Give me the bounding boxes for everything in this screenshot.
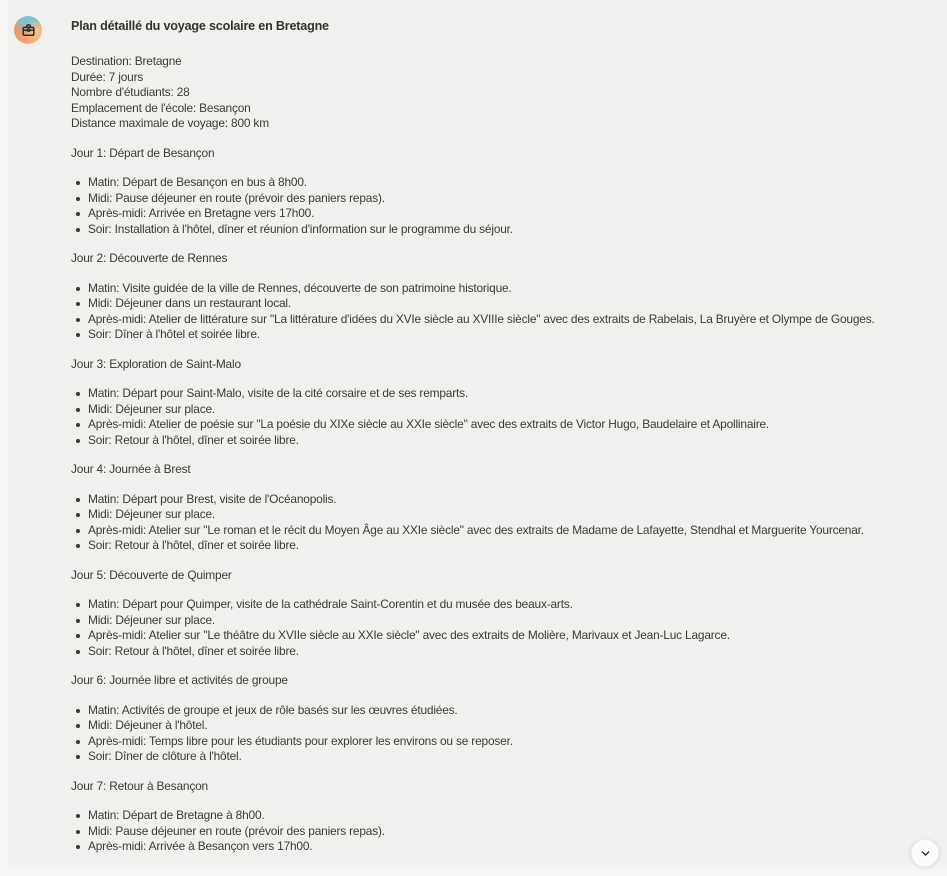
intro-line: Emplacement de l'école: Besançon bbox=[71, 100, 251, 115]
day-items bbox=[71, 386, 923, 448]
itinerary-item: Matin: Départ pour Quimper, visite de la cathédrale Saint-Corentin et du musée des beaux-arts. bbox=[71, 597, 923, 613]
itinerary-item: Midi: Déjeuner dans un restaurant local. bbox=[71, 296, 923, 312]
itinerary-item: Matin: Départ pour Saint-Malo, visite de la cité corsaire et de ses remparts. bbox=[71, 386, 923, 402]
itinerary-item: Après-midi: Atelier sur "Le théâtre du XVIIe siècle au XXIe siècle" avec des extraits de Molière, Marivaux et Jean-Luc Lagarce. bbox=[71, 628, 923, 644]
day-heading: Jour 3: Exploration de Saint-Malo bbox=[71, 356, 241, 371]
avatar bbox=[14, 16, 42, 44]
day-items bbox=[71, 492, 923, 554]
itinerary-item: Soir: Dîner de clôture à l'hôtel. bbox=[71, 749, 923, 765]
itinerary-item: Après-midi: Atelier de littérature sur "La littérature d'idées du XVIe siècle au XVIIIe siècle" avec des extraits de Rabelais, La Bruyère et Olympe de Gouges. bbox=[71, 312, 923, 328]
itinerary-item: Midi: Pause déjeuner en route (prévoir des paniers repas). bbox=[71, 824, 923, 840]
trip-summary bbox=[71, 54, 923, 132]
itinerary-item: Après-midi: Atelier sur "Le roman et le récit du Moyen Âge au XXIe siècle" avec des extraits de Madame de Lafayette, Stendhal et Marguerite Yourcenar. bbox=[71, 523, 923, 539]
intro-line: Destination: Bretagne bbox=[71, 54, 182, 68]
day-items bbox=[71, 175, 923, 237]
chevron-down-icon bbox=[919, 847, 932, 860]
day-items bbox=[71, 808, 923, 855]
day-heading: Jour 2: Découverte de Rennes bbox=[71, 251, 228, 265]
itinerary-item: Après-midi: Temps libre pour les étudiants pour explorer les environs ou se reposer. bbox=[71, 734, 923, 750]
itinerary-item: Midi: Déjeuner sur place. bbox=[71, 613, 923, 629]
day-section bbox=[71, 251, 923, 343]
itinerary-item: Soir: Installation à l'hôtel, dîner et réunion d'information sur le programme du séjour. bbox=[71, 222, 923, 238]
day-heading: Jour 5: Découverte de Quimper bbox=[71, 567, 232, 582]
itinerary-item: Matin: Visite guidée de la ville de Rennes, découverte de son patrimoine historique. bbox=[71, 281, 923, 297]
itinerary-item: Soir: Retour à l'hôtel, dîner et soirée libre. bbox=[71, 538, 923, 554]
itinerary-item: Midi: Pause déjeuner en route (prévoir des paniers repas). bbox=[71, 191, 923, 207]
itinerary-item: Soir: Retour à l'hôtel, dîner et soirée libre. bbox=[71, 433, 923, 449]
briefcase-icon bbox=[21, 23, 36, 38]
itinerary-item: Matin: Départ de Bretagne à 8h00. bbox=[71, 808, 923, 824]
message-title: Plan détaillé du voyage scolaire en Bretagne bbox=[71, 19, 329, 33]
itinerary-item: Midi: Déjeuner à l'hôtel. bbox=[71, 718, 923, 734]
itinerary-item: Matin: Départ de Besançon en bus à 8h00. bbox=[71, 175, 923, 191]
day-heading: Jour 1: Départ de Besançon bbox=[71, 145, 215, 160]
itinerary-item: Midi: Déjeuner sur place. bbox=[71, 507, 923, 523]
itinerary-item: Après-midi: Atelier de poésie sur "La poésie du XIXe siècle au XXIe siècle" avec des extraits de Victor Hugo, Baudelaire et Apollinaire. bbox=[71, 417, 923, 433]
itinerary-item: Soir: Retour à l'hôtel, dîner et soirée libre. bbox=[71, 644, 923, 660]
bottom-fade bbox=[0, 860, 947, 876]
day-section bbox=[71, 673, 923, 765]
day-section bbox=[71, 357, 923, 449]
day-section bbox=[71, 568, 923, 660]
day-section bbox=[71, 462, 923, 554]
day-section bbox=[71, 779, 923, 855]
intro-line: Nombre d'étudiants: 28 bbox=[71, 85, 190, 99]
day-items bbox=[71, 281, 923, 343]
day-heading: Jour 7: Retour à Besançon bbox=[71, 778, 208, 793]
message-content bbox=[71, 18, 923, 855]
day-heading: Jour 4: Journée à Brest bbox=[71, 462, 191, 476]
day-section bbox=[71, 146, 923, 238]
itinerary-item: Matin: Départ pour Brest, visite de l'Océanopolis. bbox=[71, 492, 923, 508]
day-items bbox=[71, 597, 923, 659]
scroll-to-bottom-button[interactable] bbox=[911, 839, 939, 867]
itinerary-item: Soir: Dîner à l'hôtel et soirée libre. bbox=[71, 327, 923, 343]
itinerary-item: Après-midi: Arrivée en Bretagne vers 17h00. bbox=[71, 206, 923, 222]
itinerary bbox=[71, 146, 923, 855]
itinerary-item: Midi: Déjeuner sur place. bbox=[71, 402, 923, 418]
intro-line: Distance maximale de voyage: 800 km bbox=[71, 116, 269, 130]
day-heading: Jour 6: Journée libre et activités de groupe bbox=[71, 673, 288, 687]
itinerary-item: Après-midi: Arrivée à Besançon vers 17h00. bbox=[71, 839, 923, 855]
itinerary-item: Matin: Activités de groupe et jeux de rôle basés sur les œuvres étudiées. bbox=[71, 703, 923, 719]
day-items bbox=[71, 703, 923, 765]
intro-line: Durée: 7 jours bbox=[71, 69, 144, 84]
